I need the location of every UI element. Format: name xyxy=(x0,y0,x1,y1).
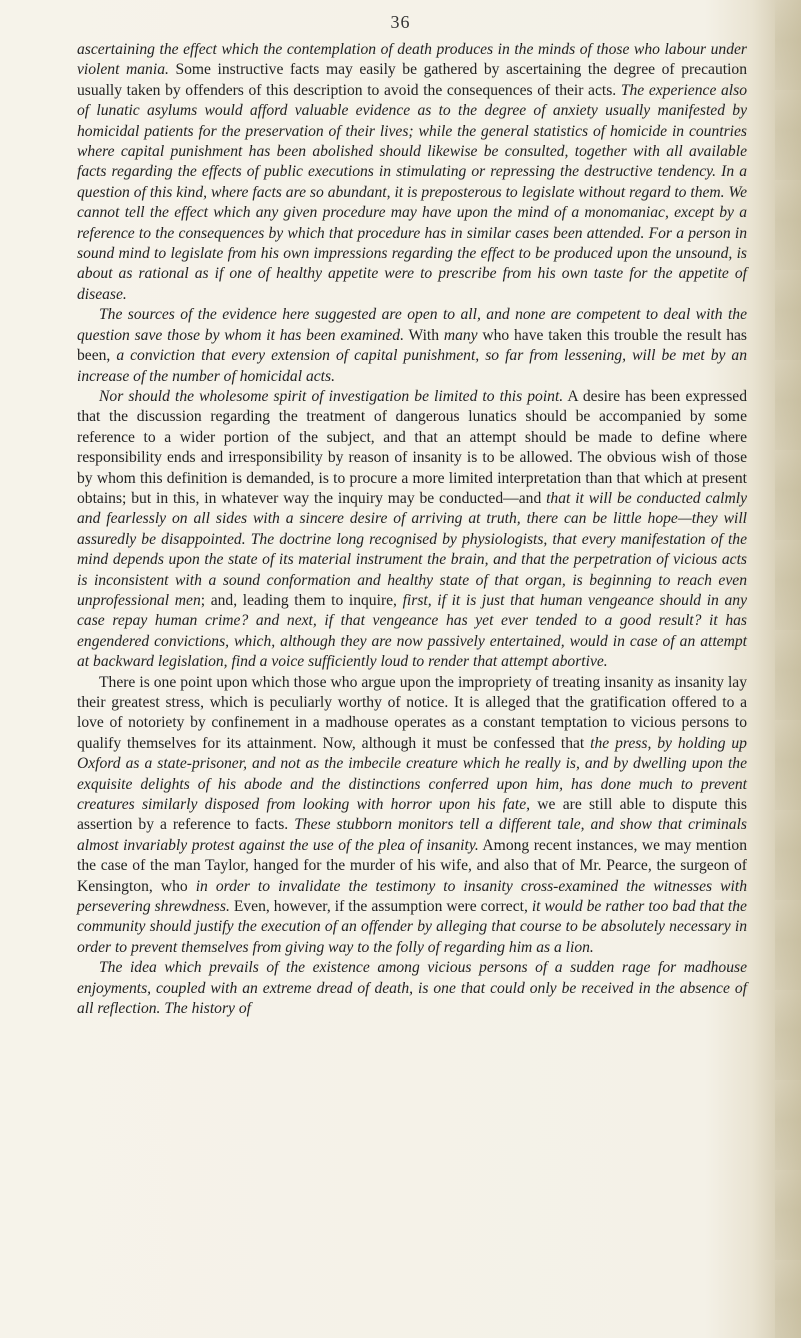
italic-run: a conviction that every extension of capital punishment, so far from lessening, will be met by an increase of the number of homicidal acts. xyxy=(77,347,748,385)
paragraph xyxy=(77,40,747,305)
italic-run: first, if it is just that human vengeance should in any case repay human crime? and next, if that vengeance has yet ever tended to a good result? it has engendered convictions, which, although they are now passively entertained, would in case of an attempt at backward legislation, find a voice sufficiently loud to render that attempt abortive. xyxy=(77,591,747,671)
text-run: A desire has been expressed that the discussion regarding the treatment of dangerous lunatics should be accompanied by some reference to a wider portion of the subject, and that an attempt should be made to define where responsibility ends and irresponsibility by reason of insanity is to be allowed. The obvious wish of those by whom this definition is demanded, is to procure a more limited interpretation than that which at present obtains; but in this, in whatever way the inquiry may be conducted—and xyxy=(77,387,747,507)
italic-run: Nor should the wholesome spirit of investigation be limited to this point. xyxy=(99,387,564,405)
italic-run: ascertaining the effect which the contemplation of death produces in the minds of those who labour under violent mania. xyxy=(77,41,747,79)
italic-run: The experience also of lunatic asylums would afford valuable evidence as to the degree of anxiety usually manifested by homicidal patients for the preservation of their lives; while the general statistics of homicide in countries where capital punishment has been abolished should likewise be consulted, together with all available facts regarding the effects of public executions in stimulating or repressing the destructive tendency. In a question of this kind, where facts are so abundant, it is preposterous to legislate without regard to them. We cannot tell the effect which any given procedure may have upon the mind of a monomaniac, except by a reference to the consequences by which that procedure has in similar cases been attended. For a person in sound mind to legislate from his own impressions regarding the effect to be produced upon the unsound, is about as rational as if one of healthy appetite were to prescribe from his own taste for the appetite of disease. xyxy=(77,81,747,303)
italic-run: the press, by holding up Oxford as a state-prisoner, and not as the imbecile creature which he really is, and by dwelling upon the exquisite delights of his abode and the distinctions conferred upon him, has done much to prevent creatures similarly disposed from looking with horror upon his fate, xyxy=(77,734,747,814)
text-run: There is one point upon which those who argue upon the impropriety of treating insanity as insanity lay their greatest stress, which is peculiarly worthy of notice. It is alleged that the gratification offered to a love of notoriety by confinement in a madhouse operates as a constant temptation to vicious persons to qualify themselves for its attainment. Now, although it must be confessed that xyxy=(77,673,747,752)
text-run: we are still able to dispute this assertion by a reference to facts. xyxy=(77,796,747,834)
text-run: With xyxy=(404,326,444,344)
italic-run: These stubborn monitors tell a different tale, and show that criminals almost invariably protest against the use of the plea of insanity. xyxy=(77,816,747,854)
page-edge-stain xyxy=(775,0,801,1338)
italic-run: that it will be conducted calmly and fearlessly on all sides with a sincere desire of arriving at truth, there can be little hope—they will assuredly be disappointed. The doctrine long recognised by physiologists, that every manifestation of the mind depends upon the state of its material instrument the brain, and that the perpetration of vicious acts is inconsistent with a sound conformation and healthy state of that organ, is beginning to reach even unprofessional men xyxy=(77,489,747,609)
italic-run: many xyxy=(443,326,478,344)
page-number: 36 xyxy=(390,12,411,32)
italic-run: The sources of the evidence here suggested are open to all, and none are competent to deal with the question save those by whom it has been examined. xyxy=(77,306,747,344)
paragraph xyxy=(77,958,747,1019)
italic-run: The idea which prevails of the existence among vicious persons of a sudden rage for madhouse enjoyments, coupled with an extreme dread of death, is one that could only be received in the absence of all reflection. The history of xyxy=(77,959,747,1018)
text-run: Among recent instances, we may mention the case of the man Taylor, hanged for the murder of his wife, and also that of Mr. Pearce, the surgeon of Kensington, who xyxy=(77,836,747,895)
body-text xyxy=(77,40,747,1020)
text-run: who have taken this trouble the result has been, xyxy=(77,326,747,365)
italic-run: it would be rather too bad that the community should justify the execution of an offender by alleging that course to be absolutely necessary in order to prevent themselves from giving way to the folly of regarding him as a lion. xyxy=(77,898,747,956)
paragraph xyxy=(77,305,747,387)
paragraph xyxy=(77,387,747,673)
text-run: ; and, leading them to inquire, xyxy=(200,591,403,609)
paragraph xyxy=(77,673,747,959)
text-run: Some instructive facts may easily be gathered by ascertaining the degree of precaution usually taken by offenders of this description to avoid the consequences of their acts. xyxy=(77,61,748,99)
text-run: Even, however, if the assumption were correct, xyxy=(229,898,532,916)
italic-run: in order to invalidate the testimony to insanity cross-examined the witnesses with persevering shrewdness. xyxy=(77,877,747,916)
